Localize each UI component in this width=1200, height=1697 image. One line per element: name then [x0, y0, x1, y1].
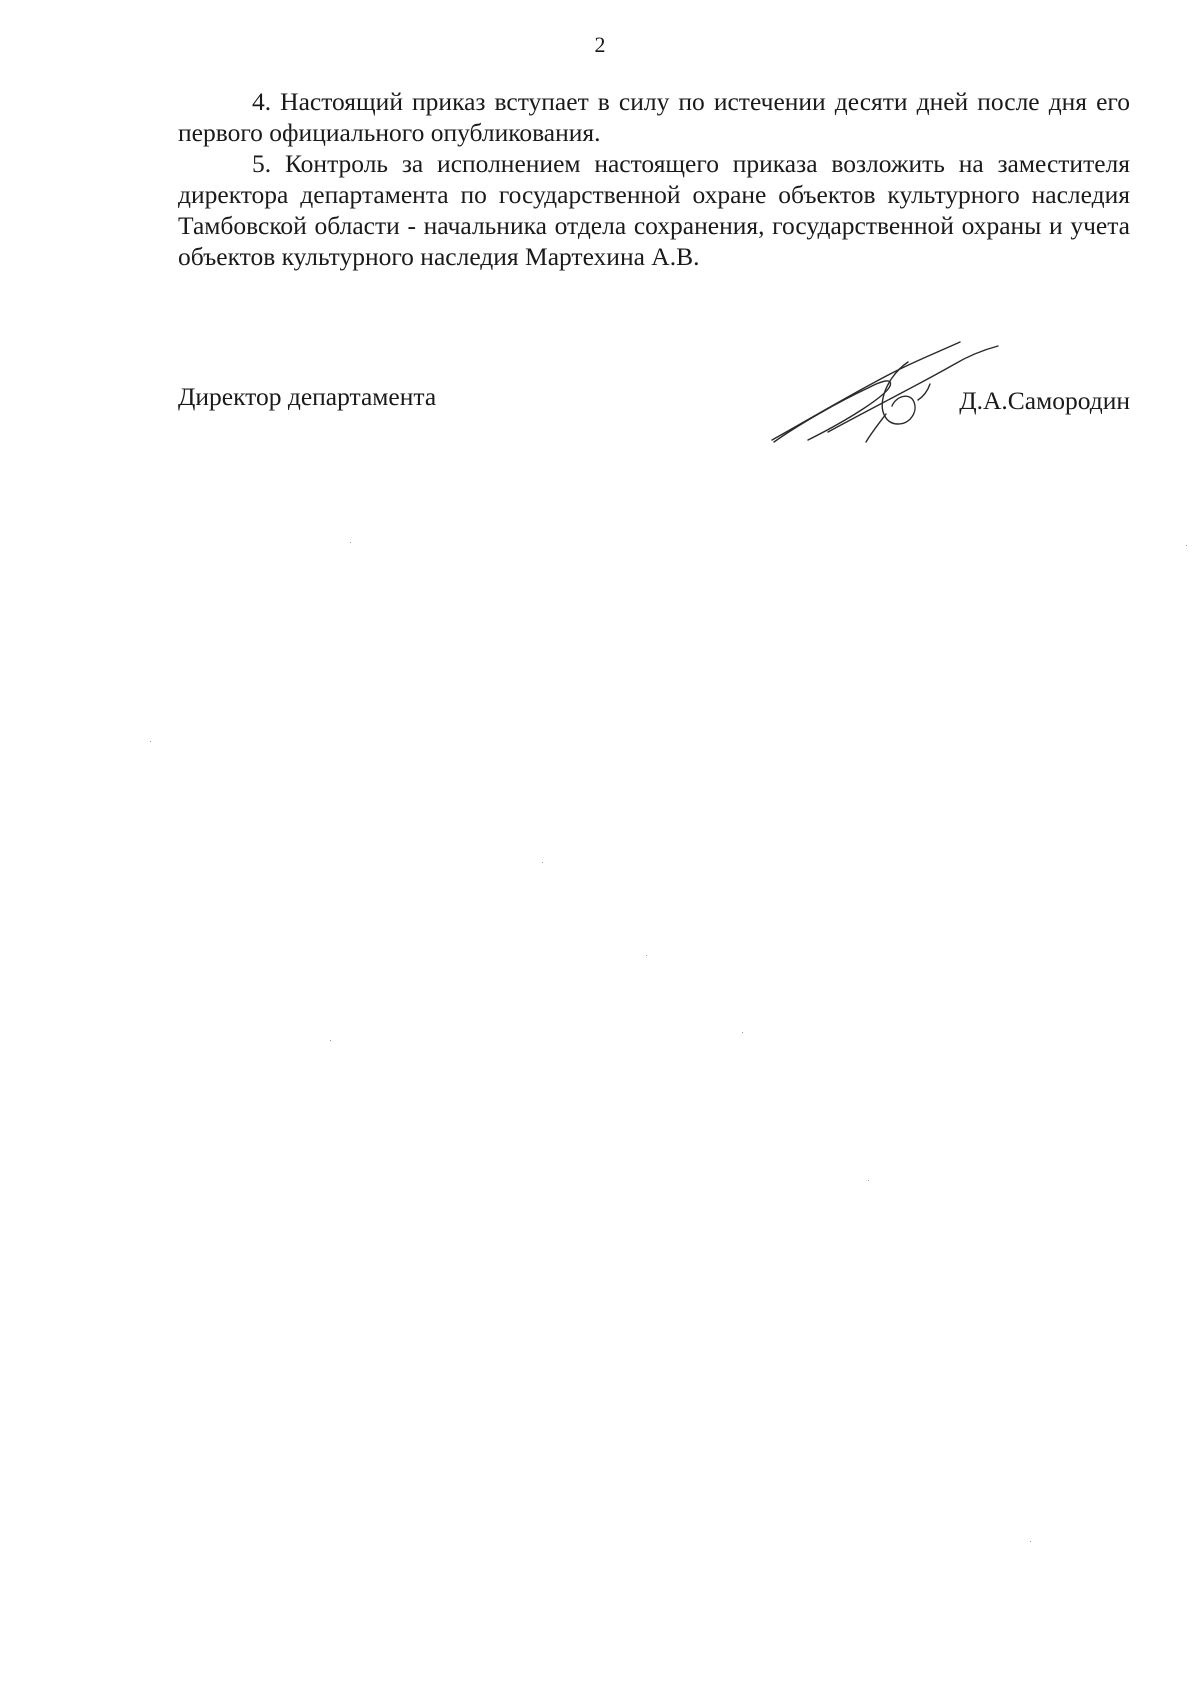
scan-speck	[868, 1180, 869, 1181]
scan-speck	[150, 741, 151, 742]
scan-speck	[1030, 1541, 1031, 1542]
signature-block	[178, 340, 1130, 450]
scan-speck	[1186, 545, 1187, 546]
signatory-position: Директор департамента	[178, 382, 437, 411]
signatory-name: Д.А.Самородин	[959, 386, 1130, 415]
document-body	[178, 86, 1130, 272]
scan-speck	[542, 862, 543, 863]
paragraph-5: 5. Контроль за исполнением настоящего приказа возложить на заместителя директора департамента по государственной охране объектов культурного наследия Тамбовской области - начальника отдела сохранения, государственной охраны и учета объектов культурного наследия Мартехина А.В.	[178, 149, 1130, 271]
page-number: 2	[594, 32, 606, 57]
paragraph-4: 4. Настоящий приказ вступает в силу по истечении десяти дней после дня его первого официального опубликования.	[178, 87, 1130, 147]
scan-speck	[742, 1032, 743, 1033]
scan-speck	[350, 542, 351, 543]
scan-speck	[646, 955, 647, 956]
scan-speck	[330, 1040, 331, 1041]
